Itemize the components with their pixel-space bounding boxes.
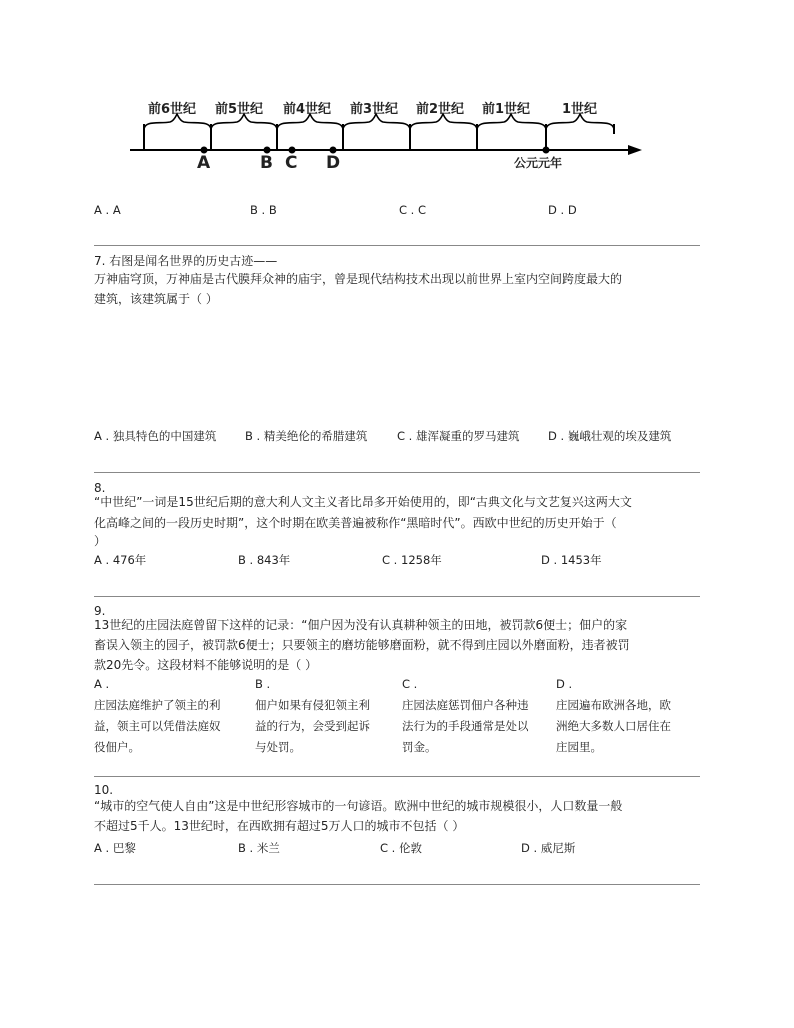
q10-line: 不超过5千人。13世纪时，在西欧拥有超过5万人口的城市不包括（ ） (94, 819, 465, 833)
q10-option-d[interactable]: D . 威尼斯 (521, 841, 576, 855)
q7-option-c[interactable]: C . 雄浑凝重的罗马建筑 (397, 429, 520, 443)
q8-option-a[interactable]: A . 476年 (94, 553, 147, 567)
divider (94, 596, 700, 597)
q6-option-b[interactable]: B . B (250, 203, 277, 217)
q9-line: 13世纪的庄园法庭曾留下这样的记录：“佃户因为没有认真耕种领主的田地，被罚款6便士；佃户的家 (94, 618, 628, 632)
q9-option-d[interactable]: D . 庄园遍布欧洲各地，欧 洲绝大多数人口居住在 庄园里。 (556, 677, 671, 754)
q8-number: 8. (94, 481, 106, 495)
divider (94, 245, 700, 246)
q7-option-a[interactable]: A . 独具特色的中国建筑 (94, 429, 217, 443)
q7-line: 建筑，该建筑属于（ ） (94, 292, 218, 306)
q7-option-b[interactable]: B . 精美绝伦的希腊建筑 (245, 429, 368, 443)
q8-line: “中世纪”一词是15世纪后期的意大利人文主义者比昂多开始使用的，即“古典文化与文艺复兴这两大文 (94, 495, 632, 509)
period-label: 前3世纪 (350, 102, 399, 117)
q8-option-d[interactable]: D . 1453年 (541, 553, 602, 567)
q6-option-d[interactable]: D . D (548, 203, 577, 217)
timeline-ticks (144, 124, 614, 150)
period-label: 前5世纪 (215, 102, 264, 117)
q9-option-a[interactable]: A . 庄园法庭维护了领主的利 益，领主可以凭借法庭奴 役佃户。 (94, 677, 221, 754)
period-label: 前6世纪 (148, 102, 197, 117)
origin-dot (543, 147, 550, 154)
timeline-arrow (628, 145, 642, 155)
divider (94, 472, 700, 473)
q7-line: 7. 右图是闻名世界的历史古迹—— (94, 254, 278, 268)
q7-option-d[interactable]: D . 巍峨壮观的埃及建筑 (548, 429, 672, 443)
q8-option-c[interactable]: C . 1258年 (382, 553, 442, 567)
q7-line: 万神庙穹顶，万神庙是古代膜拜众神的庙宇，曾是现代结构技术出现以前世界上室内空间跨度最大的 (94, 272, 623, 286)
q10-number: 10. (94, 783, 114, 797)
q10-line: “城市的空气使人自由”这是中世纪形容城市的一句谚语。欧洲中世纪的城市规模很小，人口数量一般 (94, 799, 623, 813)
q9-number: 9. (94, 604, 106, 618)
q10-option-a[interactable]: A . 巴黎 (94, 841, 136, 855)
origin-label: 公元元年 (514, 156, 563, 170)
point-b-label: B (260, 153, 273, 173)
q9-option-b[interactable]: B . 佃户如果有侵犯领主利 益的行为，会受到起诉 与处罚。 (255, 677, 370, 754)
period-label: 前1世纪 (482, 102, 531, 117)
point-a-label: A (197, 153, 211, 173)
period-label: 1世纪 (562, 102, 598, 117)
q10-option-c[interactable]: C . 伦敦 (380, 841, 422, 855)
q8-option-b[interactable]: B . 843年 (238, 553, 291, 567)
divider (94, 884, 700, 885)
q9-line: 款20先令。这段材料不能够说明的是（ ） (94, 658, 318, 672)
point-c-label: C (285, 153, 298, 173)
point-d-label: D (326, 153, 341, 173)
divider (94, 776, 700, 777)
q9-line: 畜误入领主的园子，被罚款6便士；只要领主的磨坊能够磨面粉，就不得到庄园以外磨面粉，违者被罚 (94, 638, 630, 652)
q6-option-a[interactable]: A . A (94, 203, 121, 217)
q8-line: ） (94, 534, 107, 548)
period-label: 前2世纪 (416, 102, 465, 117)
q6-option-c[interactable]: C . C (399, 203, 427, 217)
q10-option-b[interactable]: B . 米兰 (238, 841, 280, 855)
q9-option-c[interactable]: C . 庄园法庭惩罚佃户各种违 法行为的手段通常是处以 罚金。 (402, 677, 529, 754)
period-label: 前4世纪 (283, 102, 332, 117)
q8-line: 化高峰之间的一段历史时期”，这个时期在欧美普遍被称作“黑暗时代”。西欧中世纪的历史开始于（ (94, 516, 617, 530)
